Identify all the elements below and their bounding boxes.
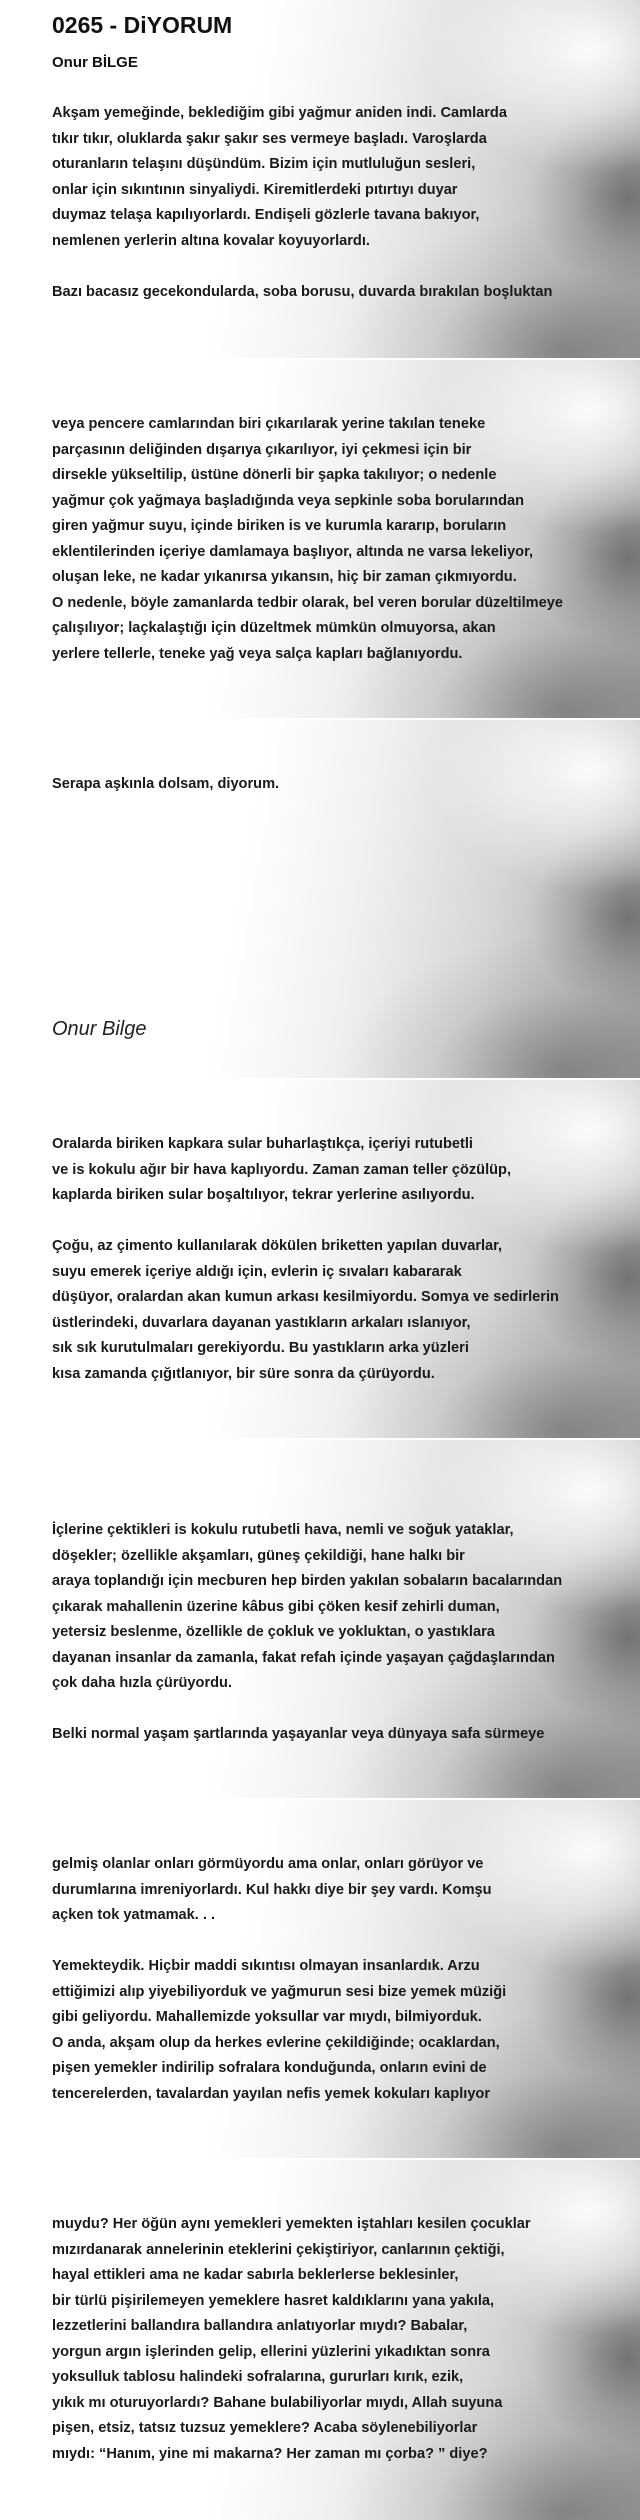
text-line: hayal ettikleri ama ne kadar sabırla beklerlerse beklesinler, [52,2267,459,2283]
text-line: pişen, etsiz, tatsız tuzsuz yemeklere? Acaba söylenebiliyorlar [52,2420,478,2436]
author-name: Onur BİLGE [52,54,138,71]
text-line: yorgun argın işlerinden gelip, ellerini yüzlerini yıkadıktan sonra [52,2343,490,2360]
page-panel-4 [0,1080,640,1438]
text-line: yıkık mı oturuyorlardı? Bahane bulabiliyorlar mıydı, Allah suyuna [52,2394,503,2411]
text-line: çok daha hızla çürüyordu. [52,1675,233,1691]
text-block [52,1132,617,1387]
author-signature: Onur Bilge [52,1018,147,1040]
text-block [52,1518,617,1748]
page-panel-7 [0,2160,640,2520]
text-line: İçlerine çektikleri is kokulu rutubetli hava, nemli ve soğuk yataklar, [52,1522,514,1538]
text-line: Yemekteydik. Hiçbir maddi sıkıntısı olmayan insanlardık. Arzu [52,1958,480,1974]
text-line: giren yağmur suyu, içinde biriken is ve kurumla kararıp, boruların [52,518,507,534]
paragraph-gap [52,1209,617,1235]
text-line: nemlenen yerlerin altına kovalar koyuyorlardı. [52,232,370,249]
text-line: ve is kokulu ağır bir hava kaplıyordu. Zaman zaman teller çözülüp, [52,1161,512,1178]
text-line: Belki normal yaşam şartlarında yaşayanlar veya dünyaya safa sürmeye [52,1726,545,1742]
text-line: oluşan leke, ne kadar yıkanırsa yıkansın, hiç bir zaman çıkmıyordu. [52,569,517,585]
text-line: Oralarda biriken kapkara sular buharlaştıkça, içeriyi rutubetli [52,1136,473,1152]
text-line: O anda, akşam olup da herkes evlerine çekildiğinde; ocaklardan, [52,2034,500,2051]
text-line: yetersiz beslenme, özellikle de çokluk ve yokluktan, o yastıklara [52,1624,495,1640]
text-line: veya pencere camlarından biri çıkarılarak yerine takılan teneke [52,416,486,432]
text-line: dayanan insanlar da zamanla, fakat refah içinde yaşayan çağdaşlarından [52,1649,555,1666]
text-line: ettiğimizi alıp yiyebiliyorduk ve yağmurun sesi bize yemek müziği [52,1983,507,2000]
text-block [52,101,617,305]
page-panel-1 [0,0,640,358]
text-line: duymaz telaşa kapılıyorlardı. Endişeli gözlerle tavana bakıyor, [52,207,480,223]
text-line: Bazı bacasız gecekondularda, soba borusu, duvarda bırakılan boşluktan [52,283,553,300]
text-line: muydu? Her öğün aynı yemekleri yemekten iştahları kesilen çocuklar [52,2216,531,2232]
text-line: sık sık kurutulmaları gerekiyordu. Bu yastıkların arka yüzleri [52,1340,469,1356]
text-line: Çoğu, az çimento kullanılarak dökülen briketten yapılan duvarlar, [52,1238,503,1254]
text-line: gelmiş olanlar onları görmüyordu ama onlar, onları görüyor ve [52,1856,484,1872]
text-line: pişen yemekler indirilip sofralara konduğunda, onların evini de [52,2060,487,2076]
text-line: düşüyor, oralardan akan kumun arkası kesilmiyordu. Somya ve sedirlerin [52,1289,559,1305]
text-line: Akşam yemeğinde, beklediğim gibi yağmur aniden indi. Camlarda [52,105,507,121]
text-line: döşekler; özellikle akşamları, güneş çekildiği, hane halkı bir [52,1547,465,1564]
text-line: üstlerindeki, duvarlara dayanan yastıkların arkaları ıslanıyor, [52,1314,471,1331]
document-title: 0265 - DiYORUM [52,12,233,38]
text-line: onlar için sıkıntının sinyaliydi. Kiremitlerdeki pıtırtıyı duyar [52,181,458,198]
text-block [52,2212,617,2467]
text-line: O nedenle, böyle zamanlarda tedbir olarak, bel veren borular düzeltilmeye [52,594,563,611]
page-panel-5 [0,1440,640,1798]
text-line: yağmur çok yağmaya başladığında veya sepkinle soba borularından [52,492,525,509]
text-line: gibi geliyordu. Mahallemizde yoksullar var mıydı, bilmiyorduk. [52,2009,482,2025]
paragraph-gap [52,1929,617,1955]
text-line: tencerelerden, tavalardan yayılan nefis yemek kokuları kaplıyor [52,2085,491,2102]
text-line: mızırdanarak annelerinin eteklerini çekiştiriyor, canlarının çektiği, [52,2241,505,2258]
text-line: suyu emerek içeriye aldığı için, evlerin iç sıvaları kabararak [52,1263,462,1280]
text-line: kaplarda biriken sular boşaltılıyor, tekrar yerlerine asılıyordu. [52,1187,475,1203]
text-line: çalışılıyor; laçkalaştığı için düzeltmek mümkün olmuyorsa, akan [52,620,496,636]
text-line: mıydı: “Hanım, yine mi makarna? Her zaman mı çorba? ” diye? [52,2445,488,2462]
text-block [52,412,617,667]
text-line: açken tok yatmamak. . . [52,1907,216,1923]
text-line: oturanların telaşını düşündüm. Bizim için mutluluğun sesleri, [52,156,476,172]
page-panel-2 [0,360,640,718]
text-line: bir türlü pişirilemeyen yemeklere hasret kaldıklarını yana yakıla, [52,2292,495,2309]
text-line: Serapa aşkınla dolsam, diyorum. [52,776,280,792]
text-line: tıkır tıkır, oluklarda şakır şakır ses vermeye başladı. Varoşlarda [52,130,487,147]
page-panel-3 [0,720,640,1078]
page-panel-6 [0,1800,640,2158]
text-line: dirsekle yükseltilip, üstüne dönerli bir şapka takılıyor; o nedenle [52,467,497,483]
text-line: kısa zamanda çığıtlanıyor, bir süre sonra da çürüyordu. [52,1365,435,1382]
text-line: parçasının deliğinden dışarıya çıkarılıyor, iyi çekmesi için bir [52,441,472,458]
text-line: araya toplandığı için mecburen hep birden yakılan sobaların bacalarından [52,1573,563,1589]
paragraph-gap [52,254,617,280]
text-block [52,1852,617,2107]
text-line: lezzetlerini ballandıra ballandıra anlatıyorlar mıydı? Babalar, [52,2318,468,2334]
text-line: yoksulluk tablosu halindeki sofralarına, gururları kırık, ezik, [52,2369,464,2385]
text-line: çıkarak mahallenin üzerine kâbus gibi çöken kesif zehirli duman, [52,1598,500,1615]
text-line: durumlarına imreniyorlardı. Kul hakkı diye bir şey vardı. Komşu [52,1881,492,1898]
text-line: yerlere tellerle, teneke yağ veya salça kapları bağlanıyordu. [52,645,463,662]
text-line: eklentilerinden içeriye damlamaya başlıyor, altında ne varsa lekeliyor, [52,543,534,560]
paragraph-gap [52,1697,617,1723]
text-block [52,772,617,798]
